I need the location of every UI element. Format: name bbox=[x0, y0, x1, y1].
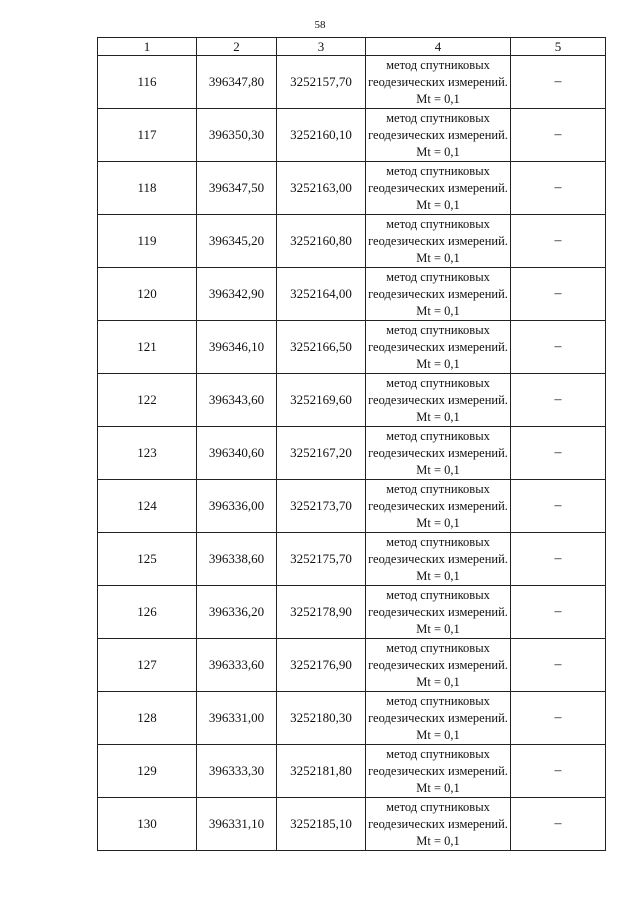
page-number: 58 bbox=[314, 19, 326, 31]
method-cell: метод спутниковых геодезических измерений. Mt = 0,1 bbox=[366, 109, 511, 162]
note-cell: – bbox=[511, 56, 606, 109]
point-number-cell: 122 bbox=[98, 374, 197, 427]
note-cell: – bbox=[511, 268, 606, 321]
note-cell: – bbox=[511, 215, 606, 268]
column-header: 1 bbox=[98, 38, 197, 56]
method-cell: метод спутниковых геодезических измерений. Mt = 0,1 bbox=[366, 321, 511, 374]
y-coordinate-cell: 3252181,80 bbox=[277, 745, 366, 798]
column-header: 2 bbox=[197, 38, 277, 56]
method-cell: метод спутниковых геодезических измерений. Mt = 0,1 bbox=[366, 692, 511, 745]
note-cell: – bbox=[511, 798, 606, 851]
method-cell: метод спутниковых геодезических измерений. Mt = 0,1 bbox=[366, 745, 511, 798]
y-coordinate-cell: 3252160,10 bbox=[277, 109, 366, 162]
table-row bbox=[98, 639, 606, 692]
table-row bbox=[98, 56, 606, 109]
y-coordinate-cell: 3252175,70 bbox=[277, 533, 366, 586]
point-number-cell: 128 bbox=[98, 692, 197, 745]
coordinates-table bbox=[97, 37, 606, 851]
x-coordinate-cell: 396340,60 bbox=[197, 427, 277, 480]
y-coordinate-cell: 3252185,10 bbox=[277, 798, 366, 851]
column-header: 5 bbox=[511, 38, 606, 56]
table-row bbox=[98, 215, 606, 268]
table-row bbox=[98, 692, 606, 745]
x-coordinate-cell: 396347,50 bbox=[197, 162, 277, 215]
y-coordinate-cell: 3252160,80 bbox=[277, 215, 366, 268]
column-header: 4 bbox=[366, 38, 511, 56]
x-coordinate-cell: 396347,80 bbox=[197, 56, 277, 109]
table-row bbox=[98, 268, 606, 321]
method-cell: метод спутниковых геодезических измерений. Mt = 0,1 bbox=[366, 162, 511, 215]
table-header-row bbox=[98, 38, 606, 56]
x-coordinate-cell: 396342,90 bbox=[197, 268, 277, 321]
y-coordinate-cell: 3252163,00 bbox=[277, 162, 366, 215]
x-coordinate-cell: 396331,00 bbox=[197, 692, 277, 745]
x-coordinate-cell: 396350,30 bbox=[197, 109, 277, 162]
table-row bbox=[98, 162, 606, 215]
y-coordinate-cell: 3252180,30 bbox=[277, 692, 366, 745]
y-coordinate-cell: 3252169,60 bbox=[277, 374, 366, 427]
x-coordinate-cell: 396331,10 bbox=[197, 798, 277, 851]
x-coordinate-cell: 396333,30 bbox=[197, 745, 277, 798]
x-coordinate-cell: 396345,20 bbox=[197, 215, 277, 268]
note-cell: – bbox=[511, 427, 606, 480]
method-cell: метод спутниковых геодезических измерений. Mt = 0,1 bbox=[366, 639, 511, 692]
x-coordinate-cell: 396333,60 bbox=[197, 639, 277, 692]
point-number-cell: 125 bbox=[98, 533, 197, 586]
method-cell: метод спутниковых геодезических измерений. Mt = 0,1 bbox=[366, 480, 511, 533]
point-number-cell: 123 bbox=[98, 427, 197, 480]
x-coordinate-cell: 396336,20 bbox=[197, 586, 277, 639]
y-coordinate-cell: 3252157,70 bbox=[277, 56, 366, 109]
table-row bbox=[98, 109, 606, 162]
point-number-cell: 130 bbox=[98, 798, 197, 851]
point-number-cell: 116 bbox=[98, 56, 197, 109]
y-coordinate-cell: 3252167,20 bbox=[277, 427, 366, 480]
method-cell: метод спутниковых геодезических измерений. Mt = 0,1 bbox=[366, 427, 511, 480]
note-cell: – bbox=[511, 109, 606, 162]
point-number-cell: 120 bbox=[98, 268, 197, 321]
table-row bbox=[98, 374, 606, 427]
note-cell: – bbox=[511, 692, 606, 745]
table-row bbox=[98, 480, 606, 533]
note-cell: – bbox=[511, 586, 606, 639]
table-row bbox=[98, 586, 606, 639]
point-number-cell: 129 bbox=[98, 745, 197, 798]
point-number-cell: 126 bbox=[98, 586, 197, 639]
y-coordinate-cell: 3252173,70 bbox=[277, 480, 366, 533]
point-number-cell: 124 bbox=[98, 480, 197, 533]
note-cell: – bbox=[511, 639, 606, 692]
column-header: 3 bbox=[277, 38, 366, 56]
point-number-cell: 127 bbox=[98, 639, 197, 692]
note-cell: – bbox=[511, 533, 606, 586]
method-cell: метод спутниковых геодезических измерений. Mt = 0,1 bbox=[366, 374, 511, 427]
method-cell: метод спутниковых геодезических измерений. Mt = 0,1 bbox=[366, 56, 511, 109]
table-row bbox=[98, 427, 606, 480]
note-cell: – bbox=[511, 745, 606, 798]
y-coordinate-cell: 3252178,90 bbox=[277, 586, 366, 639]
note-cell: – bbox=[511, 321, 606, 374]
note-cell: – bbox=[511, 162, 606, 215]
point-number-cell: 117 bbox=[98, 109, 197, 162]
x-coordinate-cell: 396336,00 bbox=[197, 480, 277, 533]
method-cell: метод спутниковых геодезических измерений. Mt = 0,1 bbox=[366, 798, 511, 851]
point-number-cell: 118 bbox=[98, 162, 197, 215]
y-coordinate-cell: 3252166,50 bbox=[277, 321, 366, 374]
x-coordinate-cell: 396338,60 bbox=[197, 533, 277, 586]
note-cell: – bbox=[511, 374, 606, 427]
y-coordinate-cell: 3252164,00 bbox=[277, 268, 366, 321]
method-cell: метод спутниковых геодезических измерений. Mt = 0,1 bbox=[366, 586, 511, 639]
x-coordinate-cell: 396343,60 bbox=[197, 374, 277, 427]
y-coordinate-cell: 3252176,90 bbox=[277, 639, 366, 692]
method-cell: метод спутниковых геодезических измерений. Mt = 0,1 bbox=[366, 533, 511, 586]
x-coordinate-cell: 396346,10 bbox=[197, 321, 277, 374]
note-cell: – bbox=[511, 480, 606, 533]
method-cell: метод спутниковых геодезических измерений. Mt = 0,1 bbox=[366, 268, 511, 321]
table-row bbox=[98, 533, 606, 586]
table-row bbox=[98, 321, 606, 374]
table-row bbox=[98, 745, 606, 798]
point-number-cell: 119 bbox=[98, 215, 197, 268]
table-row bbox=[98, 798, 606, 851]
point-number-cell: 121 bbox=[98, 321, 197, 374]
method-cell: метод спутниковых геодезических измерений. Mt = 0,1 bbox=[366, 215, 511, 268]
